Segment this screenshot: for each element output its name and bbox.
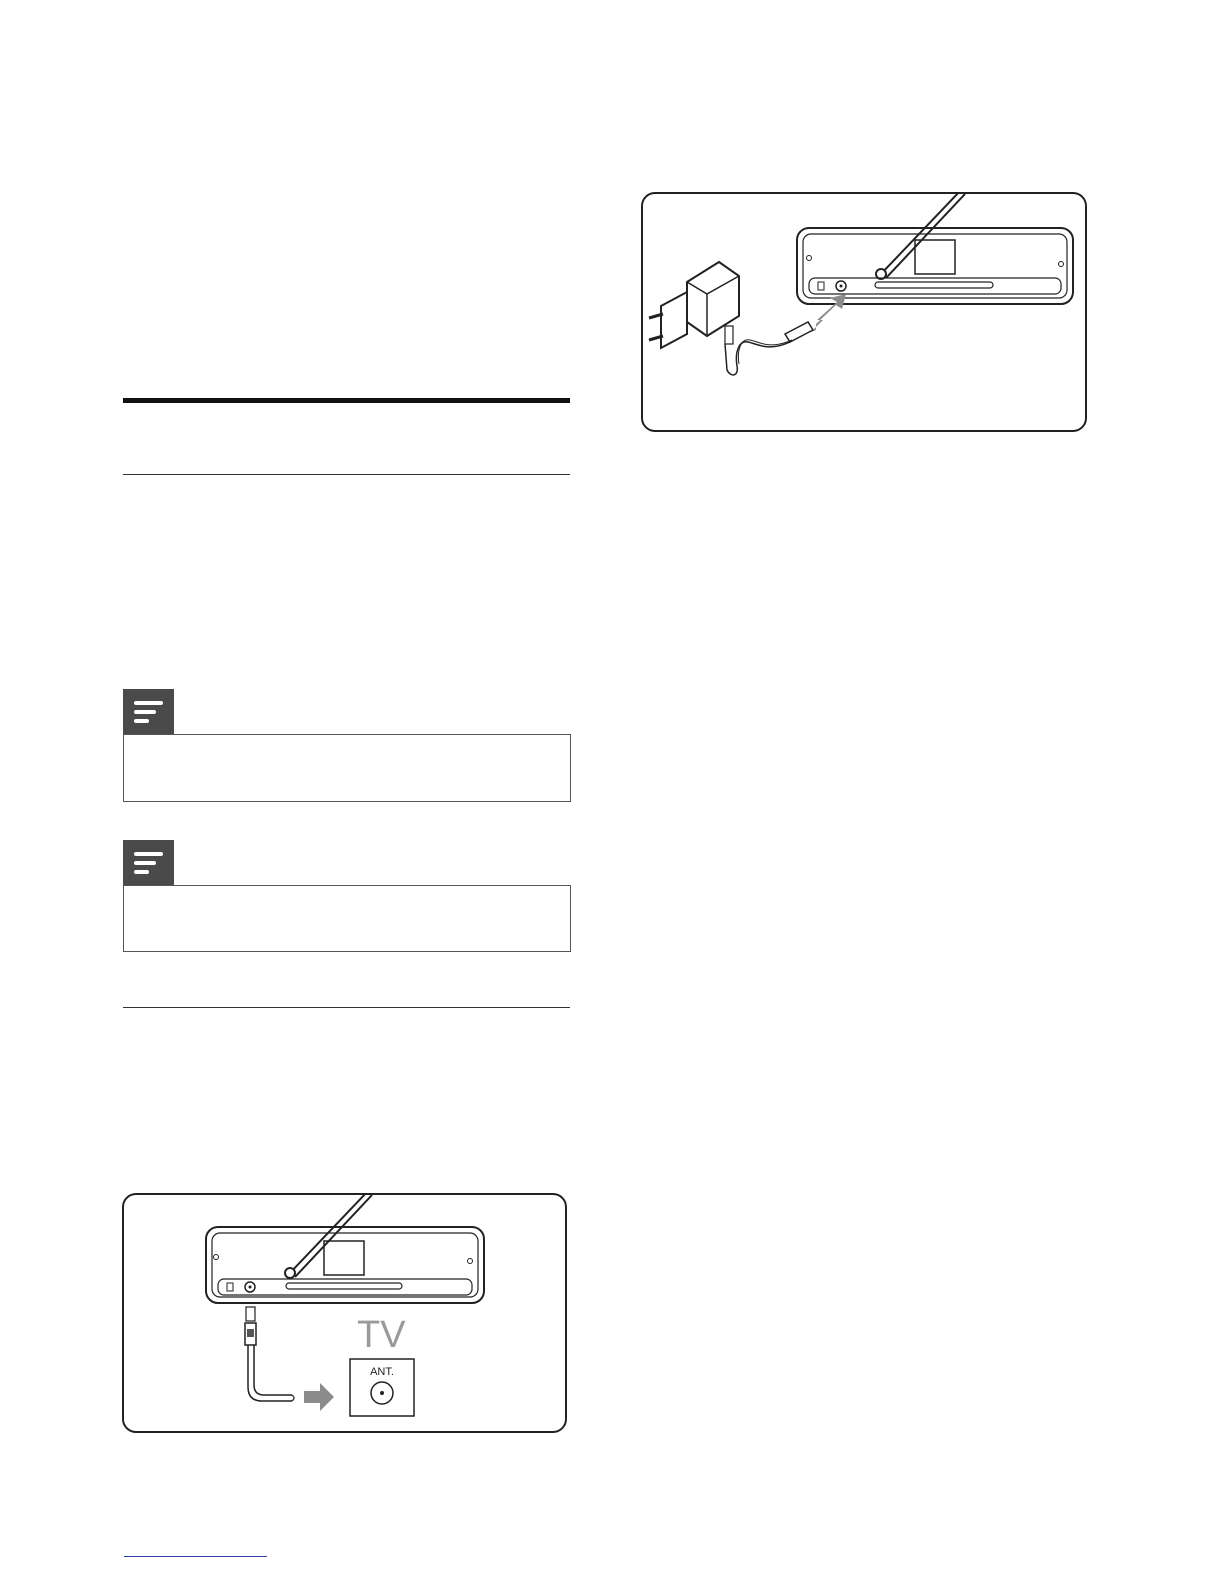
device-rear-panel — [797, 228, 1073, 304]
subsection-rule — [123, 474, 570, 475]
note-icon — [123, 689, 174, 735]
arrow-icon — [304, 1383, 334, 1411]
device-rear-panel — [206, 1227, 484, 1303]
arrow-icon — [811, 294, 846, 332]
power-adapter-icon — [649, 262, 813, 375]
coax-cable — [245, 1307, 294, 1401]
subsection-rule — [123, 1007, 570, 1008]
footnote-rule — [124, 1556, 267, 1557]
ant-label: ANT. — [370, 1366, 394, 1378]
note-box — [123, 734, 571, 802]
note-icon — [123, 840, 174, 886]
tv-label: TV — [357, 1314, 406, 1356]
tv-connection-illustration — [124, 1195, 565, 1431]
section-rule-thick — [123, 398, 570, 403]
power-connection-illustration — [643, 194, 1085, 430]
note-box — [123, 885, 571, 952]
tv-connection-figure — [122, 1193, 567, 1433]
power-connection-figure — [641, 192, 1087, 432]
